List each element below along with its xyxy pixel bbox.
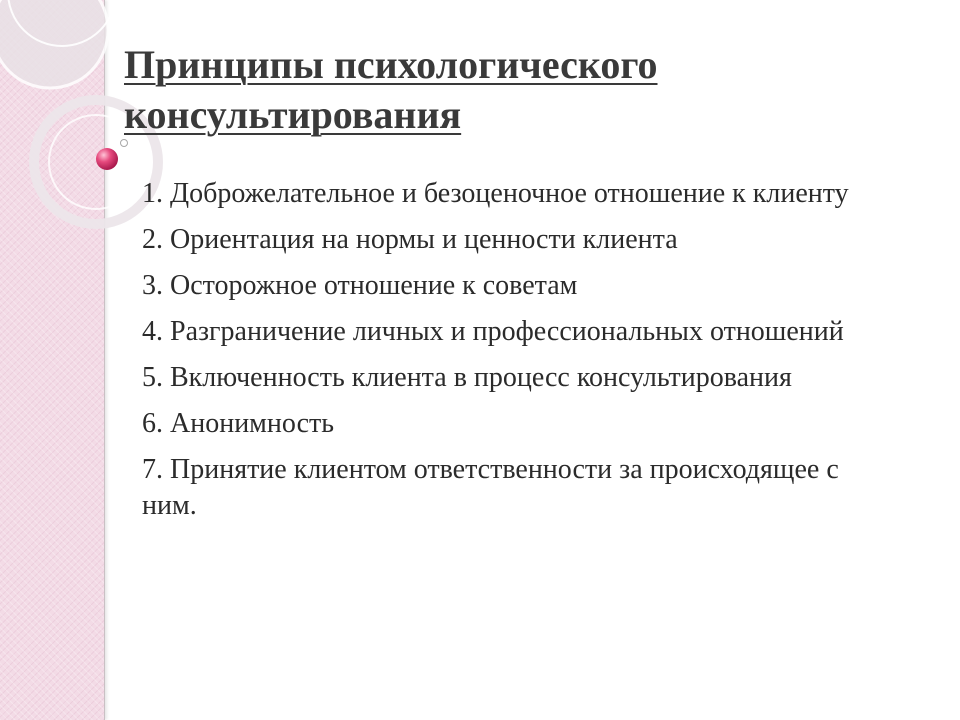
- slide-title: [124, 40, 904, 140]
- slide-title-line-1: [124, 40, 904, 90]
- principle-item-2: 2. Ориентация на нормы и ценности клиента: [142, 224, 678, 255]
- principle-item-7: 7. Принятие клиентом ответственности за происходящее с ним.: [142, 454, 839, 521]
- decorative-small-circle: [121, 140, 128, 147]
- principle-item-6: 6. Анонимность: [142, 408, 335, 439]
- slide-title-line-2: [124, 90, 904, 140]
- principle-item-4: 4. Разграничение личных и профессиональных отношений: [142, 316, 844, 347]
- principles-list: [142, 176, 882, 534]
- decorative-circle-large: [0, 0, 108, 88]
- slide-title-text-1: Принципы психологического: [124, 42, 658, 87]
- principle-item-5: 5. Включенность клиента в процесс консультирования: [142, 362, 792, 393]
- slide-title-text-2: консультирования: [124, 92, 462, 137]
- principle-item-1: 1. Доброжелательное и безоценочное отношение к клиенту: [142, 178, 849, 209]
- principle-item-3: 3. Осторожное отношение к советам: [142, 270, 578, 301]
- accent-bullet-dot: [96, 148, 118, 170]
